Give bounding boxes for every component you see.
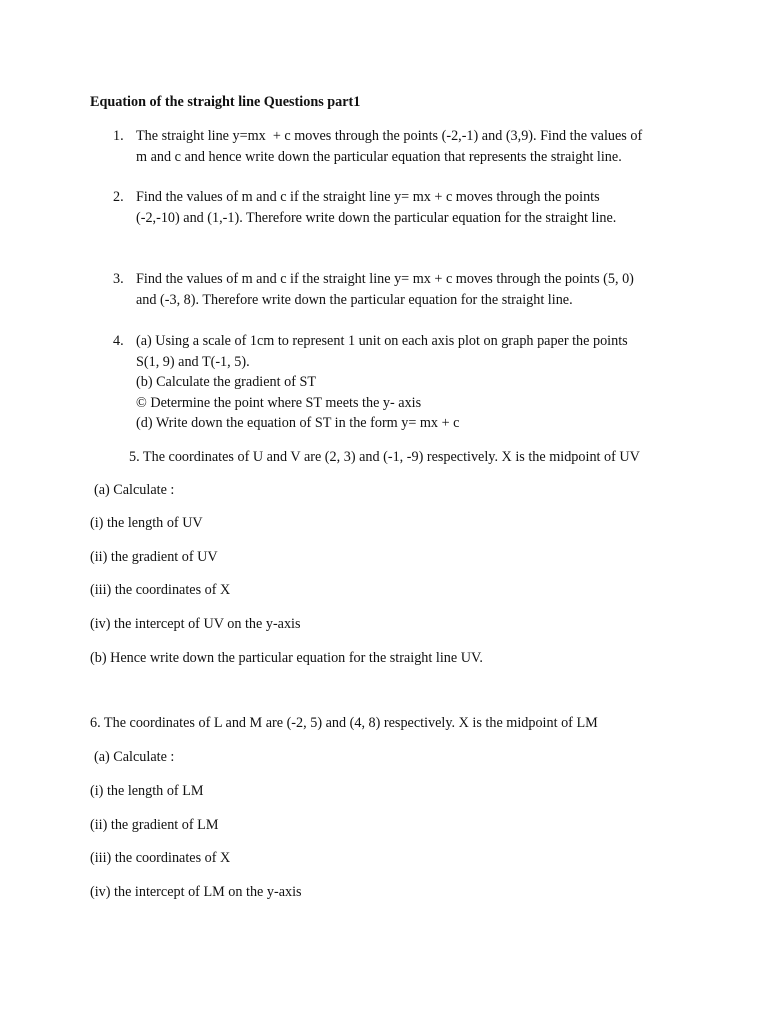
q6-heading: 6. The coordinates of L and M are (-2, 5) and (4, 8) respectively. X is the midpoint of LM (90, 715, 598, 731)
q4-number: 4. (113, 333, 124, 349)
q3-line-1: Find the values of m and c if the straight line y= mx + c moves through the points (5, 0) (136, 271, 634, 287)
q2-number: 2. (113, 189, 124, 205)
document-title: Equation of the straight line Questions part1 (90, 94, 361, 110)
q5-part-a: (a) Calculate : (94, 482, 175, 498)
q1-line-2: m and c and hence write down the particular equation that represents the straight line. (136, 149, 622, 165)
q3-number: 3. (113, 271, 124, 287)
q2-line-1: Find the values of m and c if the straight line y= mx + c moves through the points (136, 189, 600, 205)
q4-line-3: (b) Calculate the gradient of ST (136, 374, 317, 390)
q4-line-1: (a) Using a scale of 1cm to represent 1 unit on each axis plot on graph paper the points (136, 333, 628, 349)
q6-part-iii: (iii) the coordinates of X (90, 850, 231, 866)
q6-part-i: (i) the length of LM (90, 783, 204, 799)
q5-part-ii: (ii) the gradient of UV (90, 549, 218, 565)
q4-line-4: © Determine the point where ST meets the y- axis (136, 395, 422, 411)
q5-part-b: (b) Hence write down the particular equation for the straight line UV. (90, 650, 483, 666)
q5-part-iii: (iii) the coordinates of X (90, 582, 231, 598)
q1-line-1: The straight line y=mx + c moves through the points (-2,-1) and (3,9). Find the values of (136, 128, 643, 144)
q5-part-iv: (iv) the intercept of UV on the y-axis (90, 616, 301, 632)
q4-line-2: S(1, 9) and T(-1, 5). (136, 354, 250, 370)
q1-number: 1. (113, 128, 124, 144)
q5-part-i: (i) the length of UV (90, 515, 203, 531)
q3-line-2: and (-3, 8). Therefore write down the particular equation for the straight line. (136, 292, 573, 308)
q6-part-a: (a) Calculate : (94, 749, 175, 765)
q6-part-ii: (ii) the gradient of LM (90, 817, 219, 833)
q4-line-5: (d) Write down the equation of ST in the form y= mx + c (136, 415, 460, 431)
q5-heading: 5. The coordinates of U and V are (2, 3) and (-1, -9) respectively. X is the midpoint of UV (129, 449, 640, 465)
q2-line-2: (-2,-10) and (1,-1). Therefore write down the particular equation for the straight line. (136, 210, 617, 226)
q6-part-iv: (iv) the intercept of LM on the y-axis (90, 884, 302, 900)
